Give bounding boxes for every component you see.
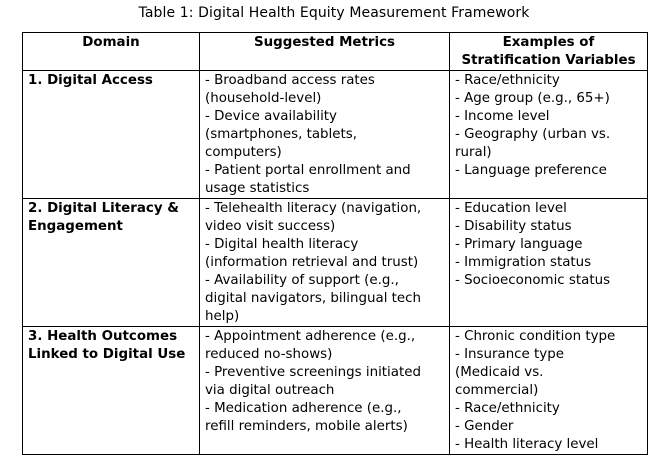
metric-line: help): [205, 309, 240, 324]
domain-line: Engagement: [28, 219, 123, 234]
table-caption: Table 1: Digital Health Equity Measurement Framework: [138, 5, 530, 21]
metric-line: - Telehealth literacy (navigation,: [205, 201, 422, 216]
variable-line: - Health literacy level: [455, 437, 599, 452]
variable-line: - Disability status: [455, 219, 572, 234]
metric-line: usage statistics: [205, 181, 310, 196]
metric-line: - Availability of support (e.g.,: [205, 273, 399, 288]
variable-line: - Education level: [455, 201, 567, 216]
domain-cell: [23, 199, 200, 327]
variable-line: - Race/ethnicity: [455, 73, 560, 88]
domain-line: 2. Digital Literacy &: [28, 201, 179, 216]
variables-cell: [450, 199, 648, 327]
variable-line: (Medicaid vs.: [455, 365, 544, 380]
header-domain: Domain: [23, 33, 200, 71]
metrics-cell: [200, 327, 450, 455]
metric-line: - Patient portal enrollment and: [205, 163, 411, 178]
variable-line: - Language preference: [455, 163, 607, 178]
metric-line: (smartphones, tablets,: [205, 127, 357, 142]
metric-line: - Appointment adherence (e.g.,: [205, 329, 416, 344]
variable-line: - Geography (urban vs.: [455, 127, 611, 142]
variable-line: - Race/ethnicity: [455, 401, 560, 416]
metric-line: (household-level): [205, 91, 322, 106]
domain-cell: [23, 327, 200, 455]
variables-cell: [450, 71, 648, 199]
table-row: [23, 327, 648, 455]
variable-line: commercial): [455, 383, 539, 398]
table-header-row: [23, 33, 648, 71]
metrics-cell: [200, 199, 450, 327]
metric-line: reduced no-shows): [205, 347, 333, 362]
domain-line: 3. Health Outcomes: [28, 329, 178, 344]
variables-cell: [450, 327, 648, 455]
metric-line: - Device availability: [205, 109, 337, 124]
variable-line: - Primary language: [455, 237, 583, 252]
variable-line: - Insurance type: [455, 347, 564, 362]
domain-line: 1. Digital Access: [28, 73, 153, 88]
metrics-cell: [200, 71, 450, 199]
metric-line: computers): [205, 145, 282, 160]
header-suggested-metrics: Suggested Metrics: [200, 33, 450, 71]
metric-line: - Digital health literacy: [205, 237, 359, 252]
domain-cell: [23, 71, 200, 199]
variable-line: rural): [455, 145, 492, 160]
measurement-framework-table: [22, 32, 648, 455]
metric-line: digital navigators, bilingual tech: [205, 291, 422, 306]
table-row: [23, 199, 648, 327]
variable-line: - Income level: [455, 109, 550, 124]
metric-line: - Medication adherence (e.g.,: [205, 401, 402, 416]
table-row: [23, 71, 648, 199]
metric-line: - Preventive screenings initiated: [205, 365, 421, 380]
variable-line: - Gender: [455, 419, 514, 434]
metric-line: via digital outreach: [205, 383, 335, 398]
variable-line: - Chronic condition type: [455, 329, 616, 344]
metric-line: refill reminders, mobile alerts): [205, 419, 408, 434]
header-stratification-variables: Examples of Stratification Variables: [450, 33, 648, 71]
metric-line: (information retrieval and trust): [205, 255, 419, 270]
variable-line: - Age group (e.g., 65+): [455, 91, 610, 106]
metric-line: - Broadband access rates: [205, 73, 375, 88]
variable-line: - Socioeconomic status: [455, 273, 611, 288]
variable-line: - Immigration status: [455, 255, 592, 270]
metric-line: video visit success): [205, 219, 336, 234]
domain-line: Linked to Digital Use: [28, 347, 186, 362]
